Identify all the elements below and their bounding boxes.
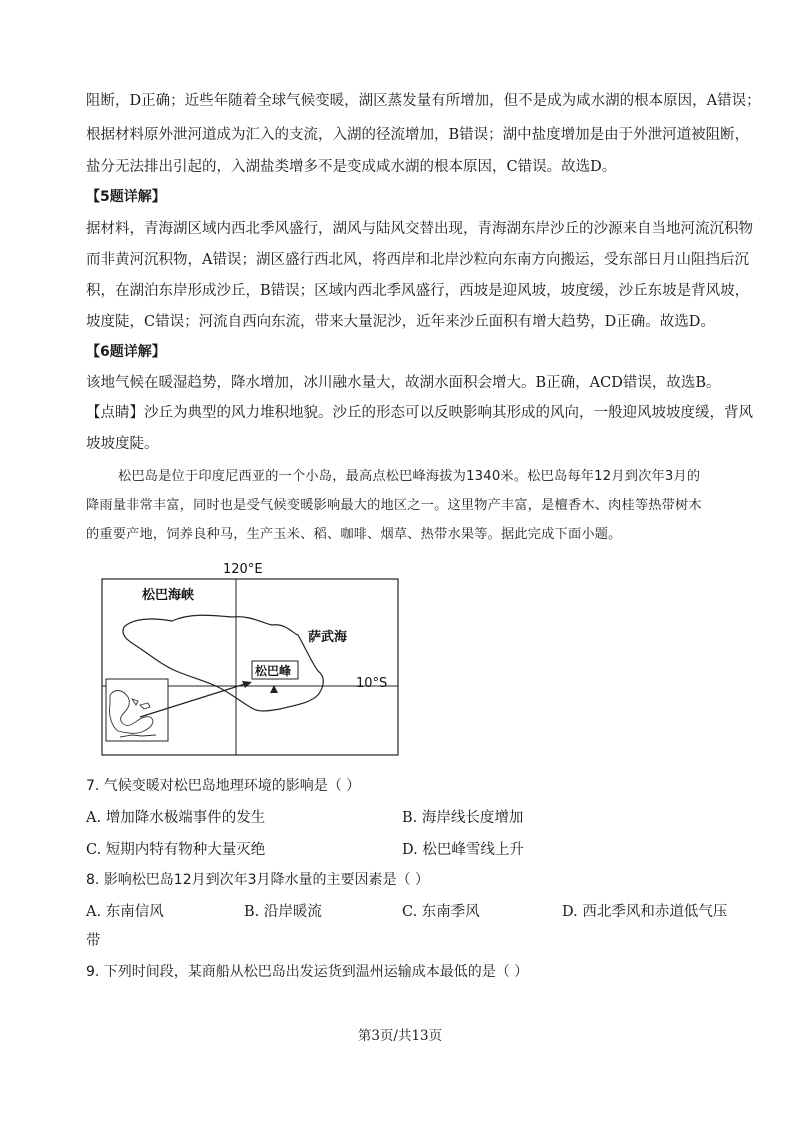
section-heading-q6: 【6题详解】	[86, 344, 166, 360]
latitude-label: 10°S	[356, 676, 388, 691]
q8-option-d[interactable]: D. 西北季风和赤道低气压	[562, 904, 728, 920]
sea-label: 萨武海	[308, 630, 348, 645]
explanation-line: 根据材料原外泄河道成为汇入的支流，入湖的径流增加，B错误；湖中盐度增加是由于外泄河道被阻断，	[86, 127, 750, 143]
page-footer: 第3页/共13页	[357, 1028, 443, 1044]
explanation-line: 阻断，D正确；近些年随着全球气候变暖，湖区蒸发量有所增加，但不是成为咸水湖的根本原因，A错误；	[86, 93, 761, 109]
explanation-line: 该地气候在暖湿趋势，降水增加，冰川融水量大，故湖水面积会增大。B正确，ACD错误，故选B。	[86, 375, 721, 391]
passage-line: 降雨量非常丰富，同时也是受气候变暖影响最大的地区之一。这里物产丰富，是檀香木、肉桂等热带树木	[86, 498, 702, 513]
tip-line: 坡坡度陡。	[86, 436, 159, 452]
q7-option-b[interactable]: B. 海岸线长度增加	[402, 810, 524, 826]
locator-inset	[106, 679, 168, 741]
explanation-line: 坡度陡，C错误；河流自西向东流，带来大量泥沙，近年来沙丘面积有增大趋势，D正确。故选D。	[86, 314, 715, 330]
q8-option-c[interactable]: C. 东南季风	[402, 904, 480, 920]
explanation-line: 盐分无法排出引起的，入湖盐类增多不是变成咸水湖的根本原因，C错误。故选D。	[86, 159, 617, 175]
q7-option-a[interactable]: A. 增加降水极端事件的发生	[86, 810, 266, 826]
arrowhead-icon	[242, 681, 252, 688]
peak-label: 松巴峰	[255, 664, 292, 678]
q8-option-b[interactable]: B. 沿岸暖流	[244, 904, 322, 920]
explanation-line: 而非黄河沉积物，A错误；湖区盛行西北风，将西岸和北岸沙粒向东南方向搬运，受东部日月山阻挡后沉	[86, 252, 749, 268]
tip-line: 【点睛】沙丘为典型的风力堆积地貌。沙丘的形态可以反映影响其形成的风向，一般迎风坡坡度缓，背风	[86, 405, 753, 421]
passage-line: 的重要产地，饲养良种马，生产玉米、稻、咖啡、烟草、热带水果等。据此完成下面小题。	[86, 527, 622, 542]
q8-option-a[interactable]: A. 东南信风	[86, 904, 164, 920]
q7-option-d[interactable]: D. 松巴峰雪线上升	[402, 842, 524, 858]
q8-option-d-wrap: 带	[86, 933, 101, 949]
strait-label: 松巴海峡	[142, 588, 195, 603]
q7-option-c[interactable]: C. 短期内特有物种大量灭绝	[86, 842, 266, 858]
question-9-stem: 9. 下列时间段，某商船从松巴岛出发运货到温州运输成本最低的是（ ）	[86, 964, 529, 980]
passage-line: 松巴岛是位于印度尼西亚的一个小岛，最高点松巴峰海拔为1340米。松巴岛每年12月到次年3月的	[118, 469, 701, 484]
longitude-label: 120°E	[223, 562, 263, 577]
sumba-island-map	[80, 555, 410, 760]
section-heading-q5: 【5题详解】	[86, 189, 166, 205]
question-8-stem: 8. 影响松巴岛12月到次年3月降水量的主要因素是（ ）	[86, 872, 429, 888]
explanation-line: 据材料，青海湖区域内西北季风盛行，湖风与陆风交替出现，青海湖东岸沙丘的沙源来自当地河流沉积物	[86, 221, 753, 237]
explanation-line: 积，在湖泊东岸形成沙丘，B错误；区域内西北季风盛行，西坡是迎风坡，坡度缓，沙丘东坡是背风坡，	[86, 283, 750, 299]
question-7-stem: 7. 气候变暖对松巴岛地理环境的影响是（ ）	[86, 778, 361, 794]
